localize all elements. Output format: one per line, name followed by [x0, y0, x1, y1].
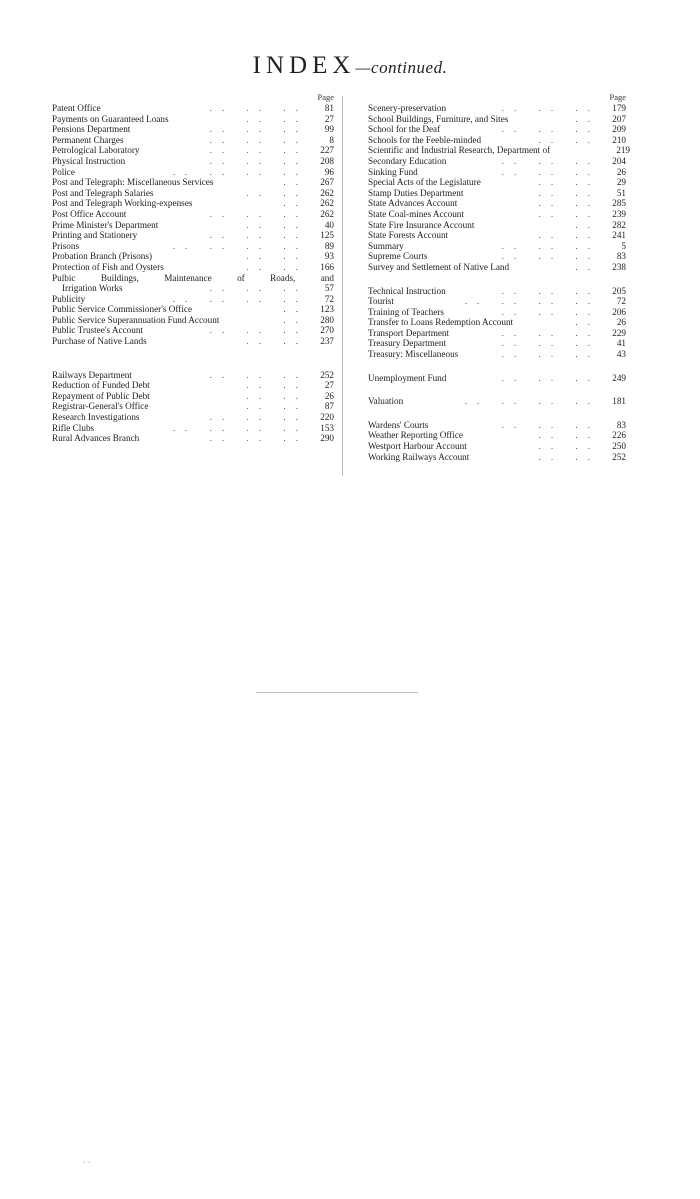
index-entry: Transport Department .. .. .. 229 [368, 327, 626, 338]
index-entry: Stamp Duties Department .. .. 51 [368, 187, 626, 198]
index-entry: Research Investigations .. .. .. 220 [52, 412, 334, 423]
scan-specks: · ᵕ [83, 1158, 90, 1167]
index-entry: Weather Reporting Office .. .. 226 [368, 430, 626, 441]
title-continued: —continued. [355, 58, 448, 77]
index-entry: Public Service Commissioner's Office .. 123 [52, 304, 334, 315]
index-entry: Special Acts of the Legislature .. .. 29 [368, 177, 626, 188]
index-entry: Probation Branch (Prisons) .. .. 93 [52, 251, 334, 262]
index-entry: Secondary Education .. .. .. 204 [368, 155, 626, 166]
index-entry: Public Trustee's Account .. .. .. 270 [52, 325, 334, 336]
spacer [52, 347, 334, 370]
index-entry: Survey and Settlement of Native Land .. 238 [368, 261, 626, 272]
index-entry: State Advances Account .. .. 285 [368, 198, 626, 209]
index-entry: Permanent Charges .. .. .. 8 [52, 134, 334, 145]
index-entry: Railways Department .. .. .. 252 [52, 369, 334, 380]
index-entry: Tourist .. .. .. .. 72 [368, 296, 626, 307]
index-entry: Technical Instruction .. .. .. 205 [368, 285, 626, 296]
index-entry: Pulbic Buildings, Maintenance of Roads, and [52, 272, 334, 283]
index-entry: Post and Telegraph: Miscellaneous Services .. 267 [52, 177, 334, 188]
index-entry: Prisons .. .. .. .. 89 [52, 240, 334, 251]
index-entry: Supreme Courts .. .. .. 83 [368, 251, 626, 262]
index-entry: Rifle Clubs .. .. .. .. 153 [52, 422, 334, 433]
index-entry: Post and Telegraph Salaries .. .. 262 [52, 187, 334, 198]
index-entry: Protection of Fish and Oysters .. .. 166 [52, 261, 334, 272]
spacer [368, 407, 626, 420]
index-entry: Printing and Stationery .. .. .. 125 [52, 230, 334, 241]
index-entry: Registrar-General's Office .. .. 87 [52, 401, 334, 412]
index-entry: Westport Harbour Account .. .. 250 [368, 441, 626, 452]
index-entry: Post Office Account .. .. .. 262 [52, 208, 334, 219]
index-entry: Physical Instruction .. .. .. 208 [52, 155, 334, 166]
index-entry: Petrological Laboratory .. .. .. 227 [52, 145, 334, 156]
index-entry: Post and Telegraph Working-expenses .. 262 [52, 198, 334, 209]
index-entry: Publicity .. .. .. .. 72 [52, 293, 334, 304]
column-divider [342, 96, 343, 476]
index-entry: Wardens' Courts .. .. .. 83 [368, 419, 626, 430]
index-entry: Prime Minister's Department .. .. 40 [52, 219, 334, 230]
index-entry: Patent Office .. .. .. 81 [52, 103, 334, 113]
index-entry: Training of Teachers .. .. .. 206 [368, 306, 626, 317]
index-entry: Treasury: Miscellaneous .. .. .. 43 [368, 349, 626, 360]
index-entry: Unemployment Fund .. .. .. 249 [368, 372, 626, 383]
index-entry: Transfer to Loans Redemption Account .. 26 [368, 317, 626, 328]
index-entry: Police .. .. .. .. 96 [52, 166, 334, 177]
page-column-header: Page [317, 92, 334, 102]
index-entry: Public Service Superannuation Fund Account .. 280 [52, 314, 334, 325]
index-column-right [368, 92, 630, 462]
spacer [368, 360, 626, 373]
index-entry: Valuation .. .. .. .. 181 [368, 396, 626, 407]
index-entry: State Fire Insurance Account .. 282 [368, 219, 626, 230]
index-entry: Irrigation Works .. .. .. 57 [62, 283, 334, 294]
index-entry: Pensions Department .. .. .. 99 [52, 124, 334, 135]
index-entry: School Buildings, Furniture, and Sites .. 207 [368, 113, 626, 124]
index-entry: School for the Deaf .. .. .. 209 [368, 124, 626, 135]
index-entry: Purchase of Native Lands .. .. 237 [52, 336, 334, 347]
end-rule [256, 692, 418, 693]
index-entry: Rural Advances Branch .. .. .. 290 [52, 433, 334, 444]
page-title [0, 52, 700, 80]
index-entry: Sinking Fund .. .. .. 26 [368, 166, 626, 177]
spacer [368, 273, 626, 286]
index-entry: Payments on Guaranteed Loans .. .. 27 [52, 113, 334, 124]
spacer [368, 383, 626, 396]
index-entry: State Forests Account .. .. 241 [368, 230, 626, 241]
index-entry: State Coal-mines Account .. .. 239 [368, 208, 626, 219]
index-entry: Working Railways Account .. .. 252 [368, 451, 626, 462]
index-entry: Reduction of Funded Debt .. .. 27 [52, 380, 334, 391]
index-entry: Repayment of Public Debt .. .. 26 [52, 390, 334, 401]
index-column-left [52, 92, 334, 444]
index-entry: Scenery-preservation .. .. .. 179 [368, 103, 626, 113]
index-entry: Scientific and Industrial Research, Department of 219 [368, 145, 630, 156]
title-main: INDEX [252, 52, 356, 79]
page-column-header: Page [609, 92, 626, 102]
index-entry: Summary .. .. .. 5 [368, 240, 626, 251]
index-entry: Schools for the Feeble-minded .. .. 210 [368, 134, 626, 145]
index-entry: Treasury Department .. .. .. 41 [368, 338, 626, 349]
